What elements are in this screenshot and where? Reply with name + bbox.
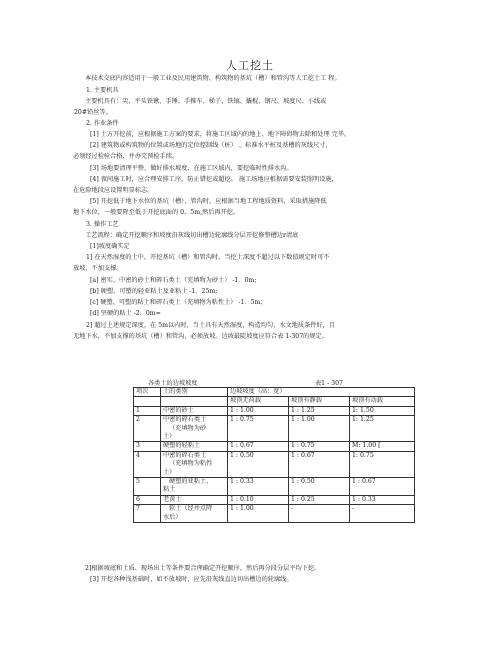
soil-type (161, 406, 228, 415)
row-number: 2 (134, 416, 161, 442)
slope-value: 1 : 1.00 (228, 406, 289, 415)
subheader-cell: 坡顶无荷载 (228, 397, 289, 406)
paragraph-line: [5] 开挖低于地下水位的基坑（槽），管沟时，应根据当地工程地质资料，采取措施降低 (90, 198, 327, 205)
slope-value: 1 : 0.67 (228, 442, 289, 451)
soil-type (161, 442, 228, 451)
soil-type-line: 软土（经井点降 (169, 505, 213, 513)
row-number: 5 (134, 478, 161, 496)
row-number: 3 (134, 442, 161, 451)
header-cell-type: 土的类别 (161, 388, 228, 397)
slope-value: - (350, 505, 415, 523)
paragraph-line: [3] 开挖各种浅基础时，如不放坡时，应先沿灰线直边切出槽边的轮廓线。 (90, 576, 293, 583)
row-number: 1 (134, 406, 161, 415)
soil-type-line: 中密的砂土 (163, 406, 194, 414)
soil-type (161, 416, 228, 442)
paragraph-line: 主要机具有：尖、平头铁锹、手锤、手推车、梯子、铁镐、撬棍、钢尺、坡度尺、小线或 (85, 98, 327, 105)
slope-value: 1 : 1.25 (289, 406, 350, 415)
row-number: 7 (134, 505, 161, 523)
paragraph-line: 地下水位，一般要降至低于开挖底面的 0。5m,然后再开挖。 (73, 209, 240, 216)
paragraph-line: 无地下水，不加支撑的基坑（槽）和管沟，必须放坡。边坡最陡坡度应符合表 1-307的规定。 (73, 333, 328, 340)
paragraph-line: 放坡，不加支撑。 (73, 265, 123, 272)
table-number: 表1 - 307 (315, 380, 343, 387)
table-cell (161, 397, 228, 406)
list-item: [b] 硬塑、可塑的轻亚粘土及亚粘土 -1．25m; (90, 288, 218, 295)
paragraph-line: [3] 场地要清理平整，做好排水坡度，在施工区域内，要挖临时性排水沟。 (90, 165, 293, 172)
table-row (134, 451, 415, 477)
slope-value: 1 : 0.50 (228, 451, 289, 477)
table-row (134, 495, 415, 504)
table-cell (134, 397, 161, 406)
soil-type (161, 505, 228, 523)
header-cell-slope: 边坡坡度（高：宽） (228, 388, 415, 397)
soil-type-line: 土） (163, 433, 176, 441)
soil-type-line: 中密的碎石类土 (163, 416, 207, 424)
soil-type-line: 粘土 (163, 486, 176, 494)
section-heading: 1. 主要机具 (86, 87, 119, 94)
table-row (134, 478, 415, 496)
list-item: [d] 坚硬的粘土 -2．0m= (90, 310, 161, 317)
subheader-cell: 坡顶有静载 (289, 397, 350, 406)
paragraph-line: 工艺流程：确定开挖顺序和坡度沿灰线切出槽边轮廓线分层开挖修整槽边r清底 (85, 232, 299, 239)
table-row (134, 505, 415, 523)
slope-value: - (289, 505, 350, 523)
slope-value: 1 : 0.10 (228, 495, 289, 504)
slope-value: 1 : 0.75 (289, 442, 350, 451)
paragraph-line: [4] 夜间施工时，应合理安排工序，防止错挖或超挖。 施工场地应根据需要安装照明设施， (90, 176, 338, 183)
soil-type-line: 中密的碎石类土 (163, 451, 207, 459)
section-heading: 2. 作业条件 (86, 120, 119, 127)
paragraph-line: [1] 土方开挖前，应根据施工方案的要求，将施工区域内的地上、地下障碍物去除和处理 完毕。 (90, 131, 351, 138)
paragraph-line: 2] 超过上述规定深度，在 5m以内时，当土具有天然湿度，构造均匀，水文地质条件好，且 (86, 322, 336, 329)
subheader-cell: 坡顶有动载 (350, 397, 415, 406)
section-heading: 3. 操作工艺 (86, 221, 119, 228)
slope-value: 1 : 0.75 (228, 416, 289, 442)
slope-value: M: 1.00 [ (350, 442, 415, 451)
paragraph-line: [2] 建筑物或构筑物的位置或场地的定位控制线（桩） 、标准水平桩及基槽的灰线尺寸， (90, 142, 332, 149)
soil-type-line: （充填物为砂 (169, 424, 207, 432)
table-header-row (134, 388, 415, 397)
table-caption: 各类土的边坡坡度 (148, 380, 198, 387)
slope-table (133, 387, 415, 523)
slope-value: 1 : 0.25 (289, 495, 350, 504)
soil-type (161, 478, 228, 496)
soil-type-line: （充填物为粘性 (169, 460, 213, 468)
slope-value: 1 : 0.67 (289, 451, 350, 477)
table-row (134, 416, 415, 442)
soil-type (161, 451, 228, 477)
list-item: [c] 硬塑、可塑的粘土和碎石类土（充填物为粘性土） -1．5m； (90, 299, 267, 306)
table-subheader-row (134, 397, 415, 406)
paragraph-line: 必须经过检验合格，并办完预检手续。 (73, 153, 179, 160)
table-row (134, 442, 415, 451)
paragraph-line: 本技术交底内容适用于一般工业及民用建筑物、构筑物的基坑（槽）和管沟等人工挖土工 程。 (85, 75, 341, 82)
slope-value: 1 : 0.33 (228, 478, 289, 496)
soil-type-line: 硬塑的亚粘土、 (169, 478, 213, 486)
soil-type-line: 老黄土 (163, 495, 182, 503)
slope-value: 1: 1.25 (350, 416, 415, 442)
list-item: [a] 密实、中密的砂土和碎石类土（充填物为砂土） -1．0m; (90, 277, 257, 284)
paragraph-line: 20#铅丝等。 (74, 109, 112, 116)
page-title: 人工挖土 (226, 59, 274, 72)
soil-type (161, 495, 228, 504)
paragraph-line: 1] 在天然湿度的土中，开挖基坑（槽）和管沟时，当挖土深度不超过以下数值规定时可不 (86, 254, 330, 261)
header-cell-no: 项次 (134, 388, 161, 397)
slope-value: 1 : 1.00 (228, 505, 289, 523)
slope-value: 1 : 1.00 (289, 416, 350, 442)
slope-value: 1 : 0.50 (289, 478, 350, 496)
soil-type-line: 硬塑的轻粘土 (163, 442, 201, 450)
row-number: 4 (134, 451, 161, 477)
soil-type-line: 土） (163, 468, 176, 476)
row-number: 6 (134, 495, 161, 504)
paragraph-line: [1]坡度确实定 (90, 243, 130, 250)
paragraph-line: 在危险地段应设置明显标志。 (73, 187, 154, 194)
soil-type-line: 水后） (163, 513, 182, 521)
paragraph-line: 2]根据坡底和土质、现场出土等条件要合理确定开挖顺序，然后再分段分层平均下挖。 (85, 565, 321, 572)
slope-value: 1: 0.75 (350, 451, 415, 477)
slope-value: 1 : 0.67 (350, 478, 415, 496)
table-row (134, 406, 415, 415)
slope-value: 1 : 0.33 (350, 495, 415, 504)
slope-value: 1: 1.50 (350, 406, 415, 415)
